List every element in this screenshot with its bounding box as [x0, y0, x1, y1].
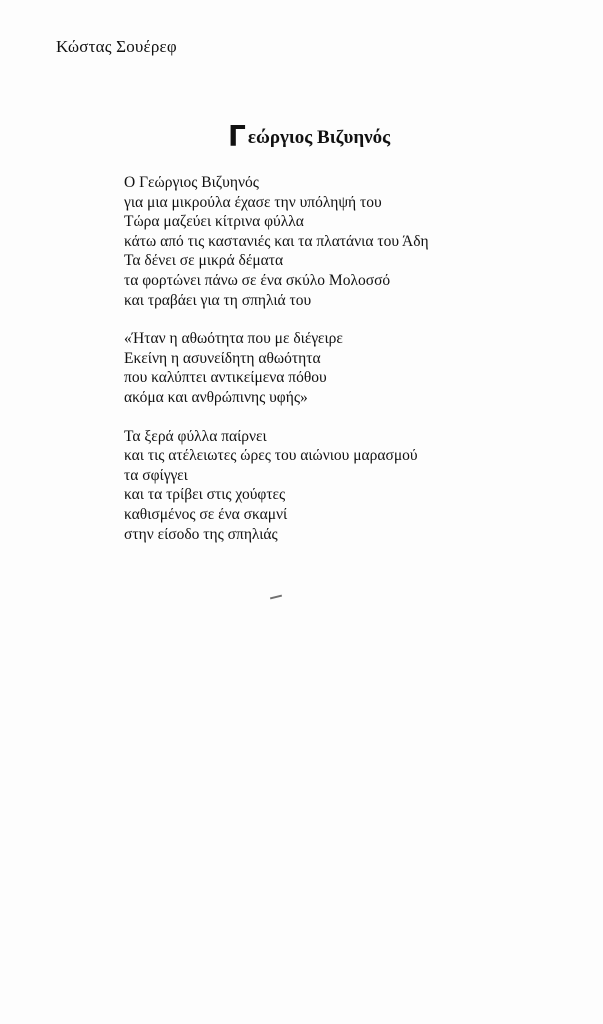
verse-line: στην είσοδο της σπηλιάς: [124, 525, 278, 543]
title-rest: εώργιος Βιζυηνός: [247, 127, 391, 148]
verse-line: Ο Γεώργιος Βιζυηνός: [124, 174, 259, 191]
poem-body: [124, 173, 564, 563]
verse-line: για μια μικρούλα έχασε την υπόληψή του: [124, 193, 382, 211]
verse-line: τα φορτώνει πάνω σε ένα σκύλο Μολοσσό: [124, 271, 391, 289]
running-head-author: Κώστας Σουέρεφ: [56, 37, 177, 56]
verse-line: Εκείνη η ασυνείδητη αθωότητα: [124, 349, 321, 367]
verse-line: Τα ξερά φύλλα παίρνει: [124, 427, 267, 445]
poem-title: [228, 120, 391, 153]
verse-line: τα σφίγγει: [124, 466, 188, 484]
verse-line: και τραβάει για τη σπηλιά του: [124, 291, 312, 309]
verse-line: και τις ατέλειωτες ώρες του αιώνιου μαρασμού: [124, 447, 418, 465]
stanza-1: [124, 173, 564, 310]
title-initial: Γ: [228, 120, 246, 153]
verse-line: «Ήταν η αθωότητα που με διέγειρε: [124, 330, 343, 348]
stanza-3: [124, 427, 564, 545]
verse-line: και τα τρίβει στις χούφτες: [124, 486, 286, 504]
stray-ink-mark: [270, 595, 282, 600]
verse-line: Τα δένει σε μικρά δέματα: [124, 252, 284, 270]
verse-line: Τώρα μαζεύει κίτρινα φύλλα: [124, 213, 304, 231]
verse-line: που καλύπτει αντικείμενα πόθου: [124, 369, 327, 387]
verse-line: ακόμα και ανθρώπινης υφής»: [124, 388, 308, 406]
stanza-2: [124, 329, 564, 407]
verse-line: καθισμένος σε ένα σκαμνί: [124, 505, 288, 523]
verse-line: κάτω από τις καστανιές και τα πλατάνια του Άδη: [124, 232, 429, 250]
